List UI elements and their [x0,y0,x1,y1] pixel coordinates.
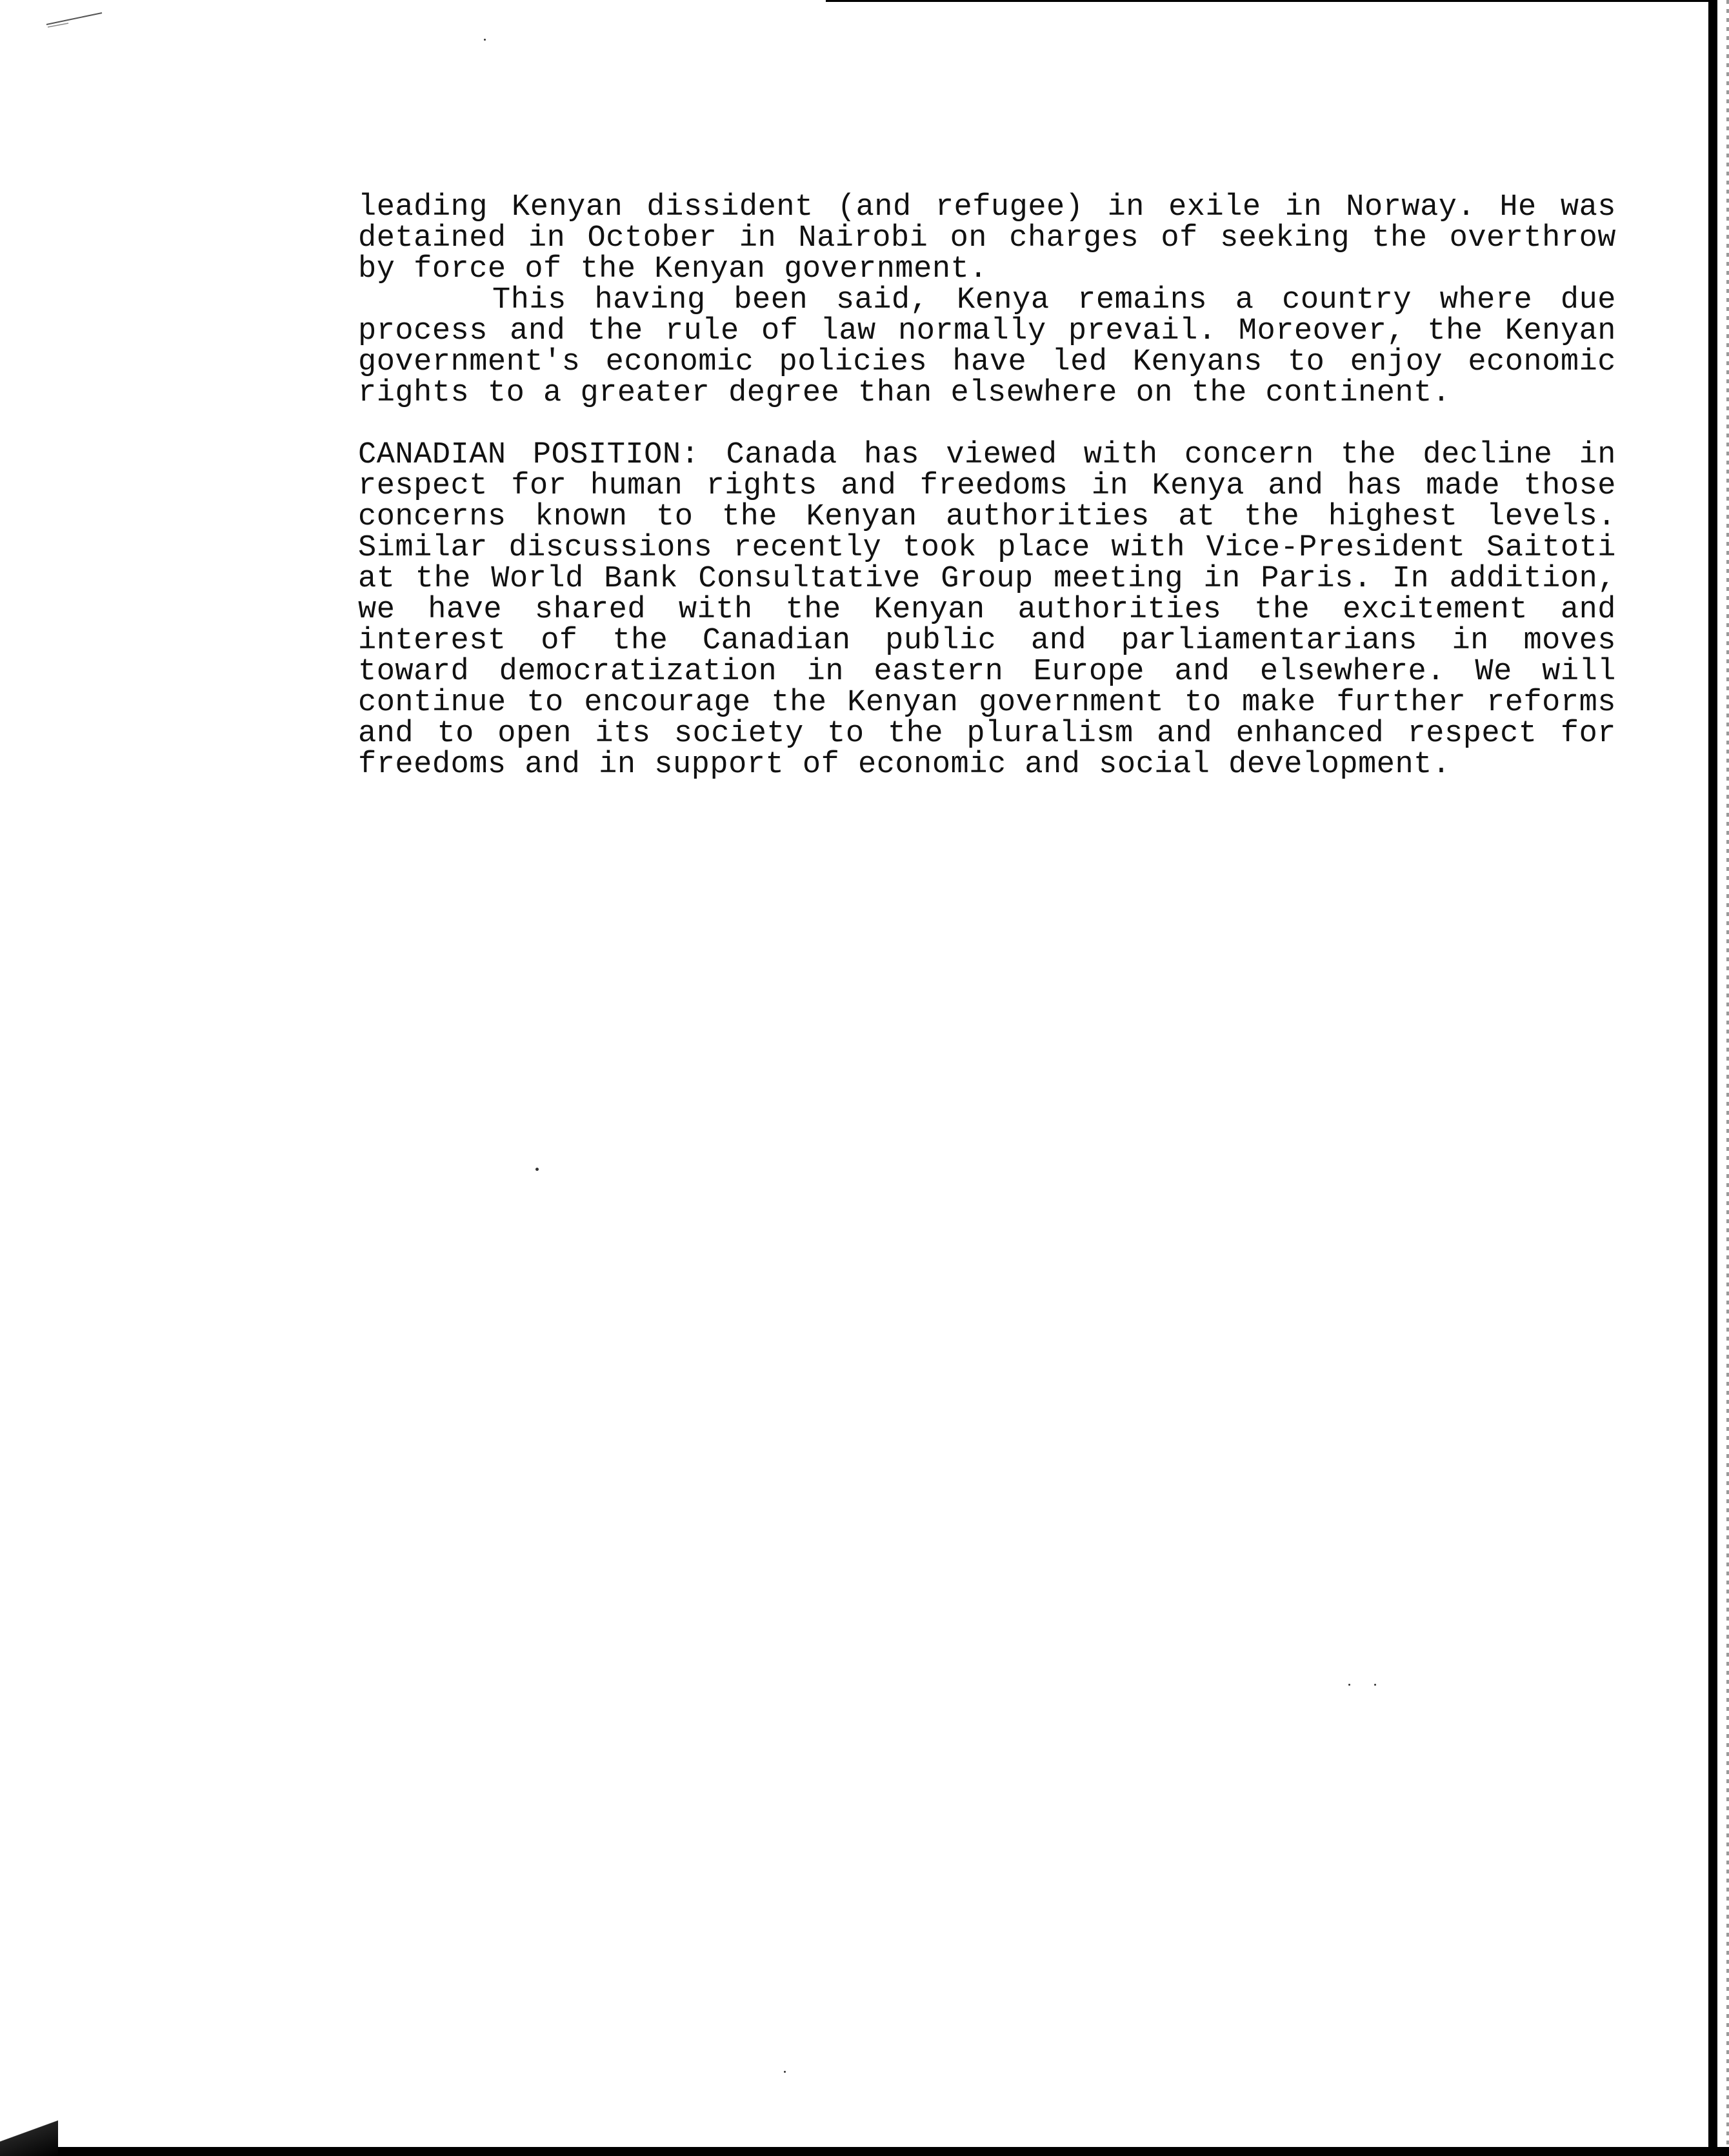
scan-speck [1374,1684,1376,1686]
scan-speck [484,39,486,41]
scan-speck [1348,1684,1350,1686]
scan-edge-right [1708,0,1717,2156]
scan-mark-icon [45,9,103,28]
canadian-position-section [358,440,1616,781]
scan-corner-bottom-left [0,2117,58,2156]
scan-speck [535,1168,539,1171]
scan-speck [784,2071,786,2073]
canadian-position-text: Canada has viewed with concern the decline in respect for human rights and freedoms in Kenya and has made those concerns known to the Kenyan authorities at the highest levels. Similar discussions recently took place with Vice-President Saitoti at the World Bank Consultative Group meeting in Paris. In addition, we have shared with the Kenyan authorities the excitement and interest of the Canadian public and parliamentarians in moves toward democratization in eastern Europe and elsewhere. We will continue to encourage the Kenyan government to make further reforms and to open its society to the pluralism and enhanced respect for freedoms and in support of economic and social development. [358,438,1616,782]
scan-edge-bottom [39,2147,1729,2156]
paragraph-continued: leading Kenyan dissident (and refugee) in exile in Norway. He was detained in October in Nairobi on charges of seeking the overthrow by force of the Kenyan government. [358,190,1616,286]
document-body [358,192,1616,781]
scan-edge-right-dashed [1726,0,1729,2156]
paragraph-due-process: This having been said, Kenya remains a country where due process and the rule of law normally prevail. Moreover, the Kenyan government's economic policies have led Kenyans to enjoy economic rights to a greater degree than elsewhere on the continent. [358,283,1616,410]
scan-edge-top [826,0,1716,2]
section-heading: CANADIAN POSITION: [358,438,700,472]
